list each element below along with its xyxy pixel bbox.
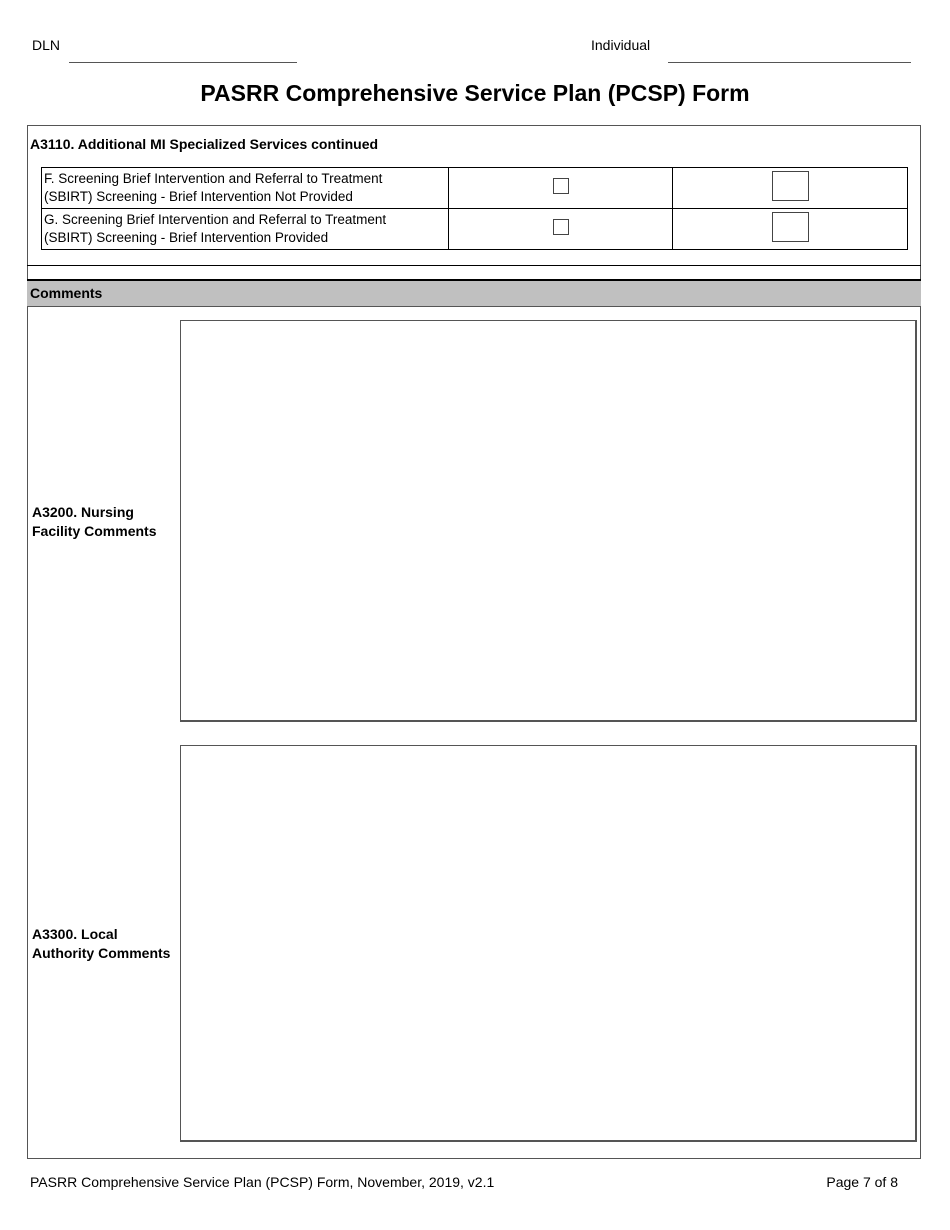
- service-number-input-f[interactable]: [772, 171, 809, 201]
- service-label-line2: (SBIRT) Screening - Brief Intervention Not Provided: [44, 189, 353, 204]
- nursing-label-line1: A3200. Nursing: [32, 504, 134, 520]
- comments-heading: Comments: [30, 285, 103, 301]
- dln-field[interactable]: [69, 62, 297, 63]
- service-label-line2: (SBIRT) Screening - Brief Intervention Provided: [44, 230, 329, 245]
- local-label-line1: A3300. Local: [32, 926, 118, 942]
- service-label-cell: [42, 168, 449, 209]
- nursing-comments-label: [32, 503, 180, 541]
- dln-label: DLN: [32, 37, 61, 53]
- checkbox-cell: [449, 209, 673, 250]
- footer-form-info: PASRR Comprehensive Service Plan (PCSP) Form, November, 2019, v2.1: [30, 1174, 495, 1190]
- service-label-cell: [42, 209, 449, 250]
- services-table: [41, 167, 908, 250]
- service-checkbox-f[interactable]: [553, 178, 569, 194]
- service-checkbox-g[interactable]: [553, 219, 569, 235]
- page-title: PASRR Comprehensive Service Plan (PCSP) Form: [200, 80, 750, 106]
- service-label-line1: F. Screening Brief Intervention and Referral to Treatment: [44, 171, 383, 186]
- page-number: Page 7 of 8: [826, 1174, 898, 1190]
- nursing-label-line2: Facility Comments: [32, 523, 157, 539]
- section-heading: A3110. Additional MI Specialized Services continued: [30, 136, 379, 152]
- number-cell: [673, 168, 908, 209]
- local-label-line2: Authority Comments: [32, 945, 171, 961]
- section-divider: [27, 265, 921, 266]
- service-label-line1: G. Screening Brief Intervention and Referral to Treatment: [44, 212, 387, 227]
- individual-label: Individual: [591, 37, 651, 53]
- checkbox-cell: [449, 168, 673, 209]
- individual-field[interactable]: [668, 62, 911, 63]
- table-row: [42, 209, 908, 250]
- service-number-input-g[interactable]: [772, 212, 809, 242]
- local-authority-comments-textarea[interactable]: [180, 745, 917, 1142]
- table-row: [42, 168, 908, 209]
- local-authority-comments-label: [32, 925, 180, 963]
- nursing-comments-textarea[interactable]: [180, 320, 917, 722]
- comments-header-bar: [27, 279, 921, 307]
- number-cell: [673, 209, 908, 250]
